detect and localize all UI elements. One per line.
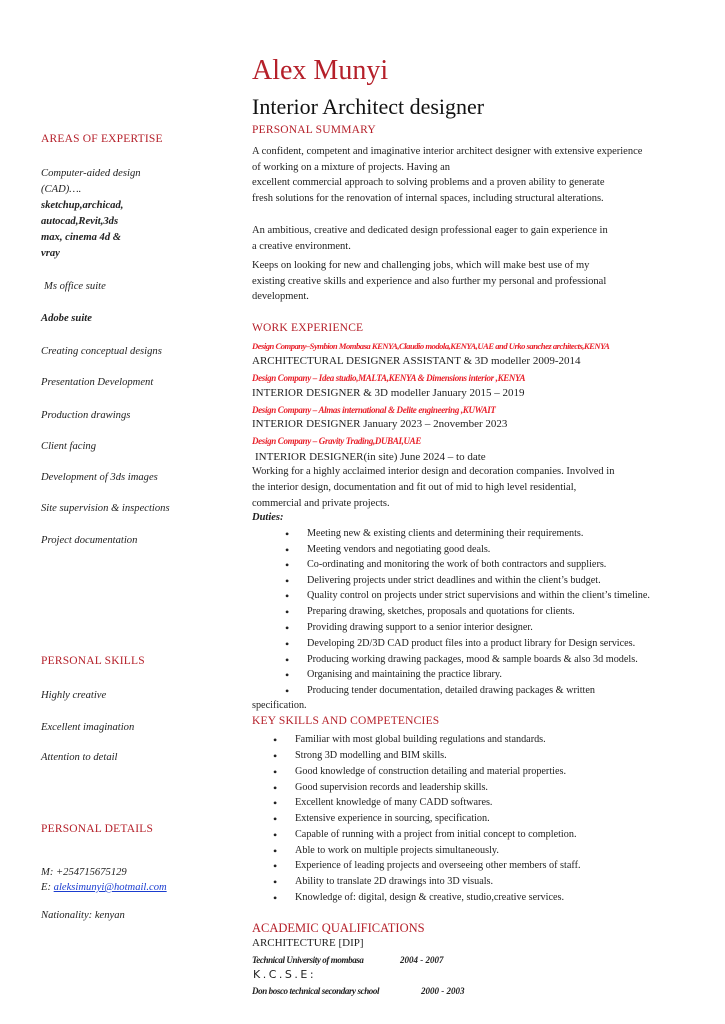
duty-item-continued: specification. — [252, 700, 307, 711]
summary-paragraph-3 — [252, 258, 702, 305]
qualification-2: K.C.S.E: — [253, 968, 317, 981]
summary-line: fresh solutions for the renovation of internal spaces, including structural alterations. — [252, 192, 604, 204]
key-skill-item: • Familiar with most global building regulations and standards. — [295, 734, 546, 745]
key-skill-item: • Good supervision records and leadership skills. — [295, 782, 488, 793]
role-line: INTERIOR DESIGNER(in site) June 2024 – to date — [255, 451, 486, 463]
key-skill-item: • Experience of leading projects and overseeing other members of staff. — [295, 860, 581, 871]
summary-heading: PERSONAL SUMMARY — [252, 124, 376, 136]
summary-line: development. — [252, 291, 309, 302]
cad-tool-1: sketchup,archicad, — [41, 200, 124, 211]
duty-item: • Meeting vendors and negotiating good deals. — [307, 544, 490, 555]
key-skill-item: • Extensive experience in sourcing, specification. — [295, 813, 490, 824]
cad-tool-3: max, cinema 4d & — [41, 232, 122, 243]
duties-label: Duties: — [252, 512, 284, 523]
cad-line-2: (CAD)…. — [41, 184, 82, 195]
description-line: commercial and private projects. — [252, 498, 390, 509]
work-description — [252, 464, 702, 512]
company-line: Design Company – Almas international & Delite engineering ,KUWAIT — [252, 405, 496, 415]
summary-line: A confident, competent and imaginative interior architect designer with extensive experience — [252, 146, 643, 157]
years-1: 2004 - 2007 — [400, 955, 444, 965]
summary-line: a creative environment. — [252, 240, 351, 252]
role-line: INTERIOR DESIGNER January 2023 – 2november 2023 — [252, 418, 508, 430]
candidate-name: Alex Munyi — [252, 55, 389, 86]
email-link[interactable]: aleksimunyi@hotmail.com — [53, 882, 167, 893]
years-2: 2000 - 2003 — [421, 986, 465, 996]
phone-number: M: +254715675129 — [41, 867, 127, 878]
duty-item: • Co-ordinating and monitoring the work of both contractors and suppliers. — [307, 559, 606, 570]
duty-item: • Preparing drawing, sketches, proposals and quotations for clients. — [307, 606, 575, 617]
email-prefix: E: — [41, 882, 51, 893]
nationality: Nationality: kenyan — [41, 910, 125, 921]
qualification-1: ARCHITECTURE [DIP] — [252, 937, 364, 949]
key-skill-item: • Strong 3D modelling and BIM skills. — [295, 750, 447, 761]
expertise-item: Development of 3ds images — [41, 472, 158, 483]
school-1: Technical University of mombasa — [252, 955, 364, 965]
key-skill-item: • Capable of running with a project from initial concept to completion. — [295, 829, 577, 840]
duty-item: • Producing tender documentation, detailed drawing packages & written — [307, 685, 595, 696]
academic-heading: ACADEMIC QUALIFICATIONS — [252, 921, 425, 935]
duty-item: • Meeting new & existing clients and determining their requirements. — [307, 528, 583, 539]
expertise-item: Ms office suite — [44, 281, 106, 292]
expertise-item: Creating conceptual designs — [41, 346, 162, 357]
key-skill-item: • Able to work on multiple projects simultaneously. — [295, 845, 499, 856]
summary-line: Keeps on looking for new and challenging jobs, which will make best use of my — [252, 260, 590, 271]
duty-item: • Quality control on projects under strict supervisions and within the client’s timeline. — [307, 590, 650, 601]
company-line: Design Company – Idea studio,MALTA,KENYA & Dimensions interior ,KENYA — [252, 373, 526, 383]
personal-skill: Highly creative — [41, 690, 107, 701]
duty-item: • Developing 2D/3D CAD product files into a product library for Design services. — [307, 638, 635, 649]
summary-paragraph-2 — [252, 223, 702, 254]
company-line: Design Company–Symbion Mombasa KENYA,Claudio modola,KENYA,UAE and Urko sanchez architects,KENYA — [252, 341, 610, 351]
expertise-heading: AREAS OF EXPERTISE — [41, 133, 163, 145]
key-skill-item: • Knowledge of: digital, design & creative, studio,creative services. — [295, 892, 564, 903]
email-line — [41, 880, 241, 895]
skills-heading: PERSONAL SKILLS — [41, 655, 145, 667]
key-skills-heading: KEY SKILLS AND COMPETENCIES — [252, 715, 440, 727]
duty-item: • Providing drawing support to a senior interior designer. — [307, 622, 533, 633]
expertise-item: Adobe suite — [41, 313, 92, 324]
summary-line: of working on a mixture of projects. Having an — [252, 161, 450, 173]
role-line: ARCHITECTURAL DESIGNER ASSISTANT & 3D modeller 2009-2014 — [252, 355, 581, 367]
expertise-item: Client facing — [41, 441, 97, 452]
expertise-item: Project documentation — [41, 535, 138, 546]
expertise-item: Site supervision & inspections — [41, 503, 170, 514]
personal-skill: Attention to detail — [41, 752, 118, 763]
duty-item: • Delivering projects under strict deadlines and within the client’s budget. — [307, 575, 601, 586]
school-2: Don bosco technical secondary school — [252, 986, 380, 996]
duty-item: • Producing working drawing packages, mood & sample boards & also 3d models. — [307, 654, 638, 665]
page-title: Interior Architect designer — [252, 94, 485, 119]
expertise-item: Presentation Development — [41, 377, 154, 388]
description-line: the interior design, documentation and fit out of mid to high level residential, — [252, 482, 577, 493]
personal-skill: Excellent imagination — [41, 722, 135, 733]
work-heading: WORK EXPERIENCE — [252, 322, 364, 334]
summary-paragraph-1 — [252, 144, 702, 206]
key-skill-item: • Good knowledge of construction detailing and material properties. — [295, 766, 566, 777]
cad-tool-4: vray — [41, 248, 60, 259]
role-line: INTERIOR DESIGNER & 3D modeller January 2015 – 2019 — [252, 387, 525, 399]
company-line: Design Company – Gravity Trading,DUBAI,UAE — [252, 436, 421, 446]
cad-tool-2: autocad,Revit,3ds — [41, 216, 119, 227]
key-skill-item: • Excellent knowledge of many CADD softwares. — [295, 797, 492, 808]
duty-item: • Organising and maintaining the practice library. — [307, 669, 502, 680]
details-heading: PERSONAL DETAILS — [41, 823, 154, 835]
summary-line: An ambitious, creative and dedicated design professional eager to gain experience in — [252, 225, 608, 236]
key-skill-item: • Ability to translate 2D drawings into 3D visuals. — [295, 876, 493, 887]
summary-line: existing creative skills and experience and also further my personal and professional — [252, 275, 607, 287]
summary-line: excellent commercial approach to solving problems and a proven ability to generate — [252, 177, 605, 188]
cad-line-1: Computer-aided design — [41, 168, 141, 179]
expertise-item: Production drawings — [41, 410, 131, 421]
description-line: Working for a highly acclaimed interior design and decoration companies. Involved in — [252, 466, 615, 477]
